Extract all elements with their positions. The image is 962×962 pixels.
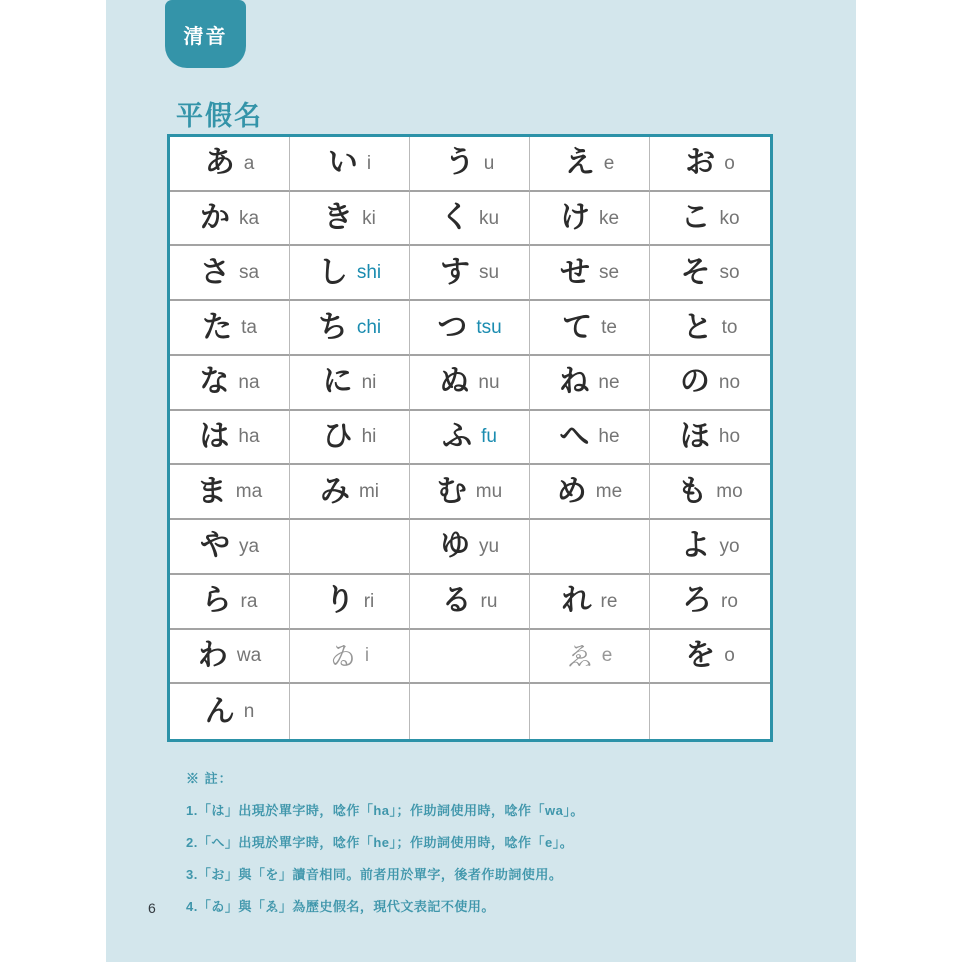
kana-glyph: ぬ [439, 365, 470, 399]
section-badge [165, 0, 246, 68]
kana-glyph: れ [561, 584, 592, 618]
note-item: 4.「ゐ」與「ゑ」為歷史假名，現代文表記不使用。 [186, 899, 495, 914]
kana-cell-ma [170, 465, 290, 520]
kana-glyph: な [199, 365, 230, 399]
romaji-label: no [718, 371, 741, 393]
kana-glyph: ほ [679, 419, 710, 453]
note-item: 3.「お」與「を」讀音相同。前者用於單字，後者作助詞使用。 [186, 867, 563, 882]
romaji-label: ne [598, 371, 620, 393]
note-item: 2.「へ」出現於單字時，唸作「he」；作助詞使用時，唸作「e」。 [186, 835, 574, 850]
hiragana-table [167, 134, 773, 742]
kana-glyph: き [323, 201, 354, 235]
kana-cell-to [650, 301, 770, 356]
kana-cell-mu [410, 465, 530, 520]
kana-glyph: は [199, 419, 230, 453]
kana-glyph: た [202, 310, 233, 344]
kana-cell-sa [170, 246, 290, 301]
kana-glyph: ゑ [566, 640, 593, 671]
kana-cell-re [530, 575, 650, 630]
kana-glyph: し [317, 255, 348, 289]
romaji-label: ro [721, 590, 738, 612]
note-item: 1.「は」出現於單字時，唸作「ha」；作助詞使用時，唸作「wa」。 [186, 803, 584, 818]
romaji-label: n [243, 701, 255, 723]
kana-cell-me [530, 465, 650, 520]
empty-cell [290, 520, 410, 575]
romaji-label: tsu [476, 317, 502, 339]
romaji-label: yu [478, 535, 500, 557]
kana-glyph: り [324, 584, 355, 618]
kana-cell-tsu [410, 301, 530, 356]
romaji-label: e [603, 152, 615, 174]
kana-cell-he [530, 411, 650, 466]
kana-glyph: え [564, 146, 595, 180]
romaji-label: wa [236, 645, 262, 667]
kana-glyph: の [679, 365, 710, 399]
kana-cell-mi [290, 465, 410, 520]
kana-glyph: ゐ [329, 640, 356, 671]
romaji-label: mi [358, 481, 380, 503]
empty-cell [410, 684, 530, 739]
kana-cell-ya [170, 520, 290, 575]
romaji-label: sa [238, 262, 260, 284]
kana-cell-su [410, 246, 530, 301]
kana-glyph: ひ [322, 419, 353, 453]
romaji-label: su [478, 262, 500, 284]
romaji-label: hi [361, 426, 377, 448]
kana-cell-hi [290, 411, 410, 466]
kana-cell-ko [650, 192, 770, 247]
kana-cell-ro [650, 575, 770, 630]
kana-cell-te [530, 301, 650, 356]
kana-glyph: ろ [682, 584, 713, 618]
kana-cell-ne [530, 356, 650, 411]
kana-cell-ra [170, 575, 290, 630]
romaji-label: mu [475, 481, 503, 503]
kana-glyph: ま [196, 474, 227, 508]
kana-glyph: ゆ [439, 529, 470, 563]
kana-cell-fu [410, 411, 530, 466]
kana-cell-ru [410, 575, 530, 630]
kana-cell-ki [290, 192, 410, 247]
empty-cell [530, 520, 650, 575]
empty-cell [410, 630, 530, 685]
kana-cell-ha [170, 411, 290, 466]
romaji-label: a [243, 152, 255, 174]
kana-glyph: す [439, 255, 470, 289]
kana-glyph: を [685, 638, 716, 672]
romaji-label: fu [481, 426, 497, 448]
kana-glyph: と [682, 310, 713, 344]
romaji-label: ki [362, 207, 376, 229]
kana-glyph: る [441, 584, 472, 618]
kana-glyph: い [327, 146, 358, 180]
kana-cell-o [650, 137, 770, 192]
romaji-label: u [483, 152, 495, 174]
kana-glyph: こ [680, 201, 711, 235]
romaji-label: shi [356, 262, 382, 284]
romaji-label: ho [718, 426, 741, 448]
kana-cell-e [530, 630, 650, 685]
kana-cell-ni [290, 356, 410, 411]
kana-glyph: ね [559, 365, 590, 399]
kana-cell-ka [170, 192, 290, 247]
romaji-label: ke [598, 207, 620, 229]
romaji-label: ma [235, 481, 263, 503]
romaji-label: ri [363, 590, 375, 612]
kana-glyph: あ [204, 146, 235, 180]
kana-cell-wa [170, 630, 290, 685]
romaji-label: o [724, 645, 735, 667]
romaji-label: na [238, 371, 260, 393]
romaji-label: ya [238, 535, 260, 557]
romaji-label: i [366, 152, 372, 174]
kana-cell-se [530, 246, 650, 301]
romaji-label: ha [238, 426, 260, 448]
romaji-label: so [719, 262, 740, 284]
kana-glyph: ふ [442, 419, 473, 453]
kana-cell-n [170, 684, 290, 739]
empty-cell [290, 684, 410, 739]
kana-cell-u [410, 137, 530, 192]
kana-cell-nu [410, 356, 530, 411]
kana-glyph: ん [204, 694, 235, 728]
romaji-label: o [724, 152, 735, 174]
kana-glyph: わ [197, 638, 228, 672]
page-background [106, 0, 856, 962]
kana-glyph: よ [680, 529, 711, 563]
kana-cell-e [530, 137, 650, 192]
kana-cell-ta [170, 301, 290, 356]
kana-cell-ku [410, 192, 530, 247]
kana-glyph: も [677, 474, 708, 508]
kana-glyph: そ [680, 255, 711, 289]
kana-glyph: て [562, 310, 593, 344]
kana-cell-o [650, 630, 770, 685]
kana-glyph: や [199, 529, 230, 563]
romaji-label: re [600, 590, 618, 612]
kana-glyph: う [444, 146, 475, 180]
kana-cell-ho [650, 411, 770, 466]
page-title: 平假名 [176, 101, 263, 131]
romaji-label: ka [238, 207, 260, 229]
kana-cell-ke [530, 192, 650, 247]
romaji-label: chi [356, 317, 382, 339]
romaji-label: se [598, 262, 620, 284]
kana-glyph: く [439, 201, 470, 235]
kana-glyph: に [322, 365, 353, 399]
page-number: 6 [148, 900, 156, 916]
kana-glyph: ち [317, 310, 348, 344]
kana-cell-ri [290, 575, 410, 630]
romaji-label: ra [240, 590, 258, 612]
kana-glyph: か [199, 201, 230, 235]
notes-heading: ※ 註： [186, 771, 233, 786]
kana-cell-so [650, 246, 770, 301]
kana-cell-i [290, 630, 410, 685]
kana-cell-yu [410, 520, 530, 575]
romaji-label: te [601, 317, 617, 339]
romaji-label: he [598, 426, 620, 448]
kana-cell-mo [650, 465, 770, 520]
romaji-label: nu [478, 371, 500, 393]
kana-glyph: む [436, 474, 467, 508]
kana-glyph: せ [559, 255, 590, 289]
kana-cell-yo [650, 520, 770, 575]
kana-cell-a [170, 137, 290, 192]
romaji-label: yo [719, 535, 740, 557]
notes-section [186, 768, 786, 928]
romaji-label: ku [478, 207, 500, 229]
romaji-label: i [364, 645, 370, 667]
kana-cell-na [170, 356, 290, 411]
romaji-label: mo [716, 481, 743, 503]
kana-cell-shi [290, 246, 410, 301]
empty-cell [650, 684, 770, 739]
kana-cell-chi [290, 301, 410, 356]
kana-glyph: め [556, 474, 587, 508]
romaji-label: to [721, 317, 738, 339]
kana-glyph: さ [199, 255, 230, 289]
kana-cell-i [290, 137, 410, 192]
romaji-label: me [595, 481, 623, 503]
section-badge-label: 清音 [183, 25, 228, 48]
kana-cell-no [650, 356, 770, 411]
kana-glyph: へ [559, 419, 590, 453]
kana-glyph: け [559, 201, 590, 235]
romaji-label: ru [480, 590, 498, 612]
empty-cell [530, 684, 650, 739]
kana-glyph: つ [437, 310, 468, 344]
romaji-label: ni [361, 371, 377, 393]
kana-glyph: み [319, 474, 350, 508]
kana-glyph: ら [201, 584, 232, 618]
romaji-label: ta [241, 317, 257, 339]
romaji-label: e [601, 645, 613, 667]
romaji-label: ko [719, 207, 740, 229]
kana-glyph: お [685, 146, 716, 180]
notes-list [186, 800, 786, 915]
